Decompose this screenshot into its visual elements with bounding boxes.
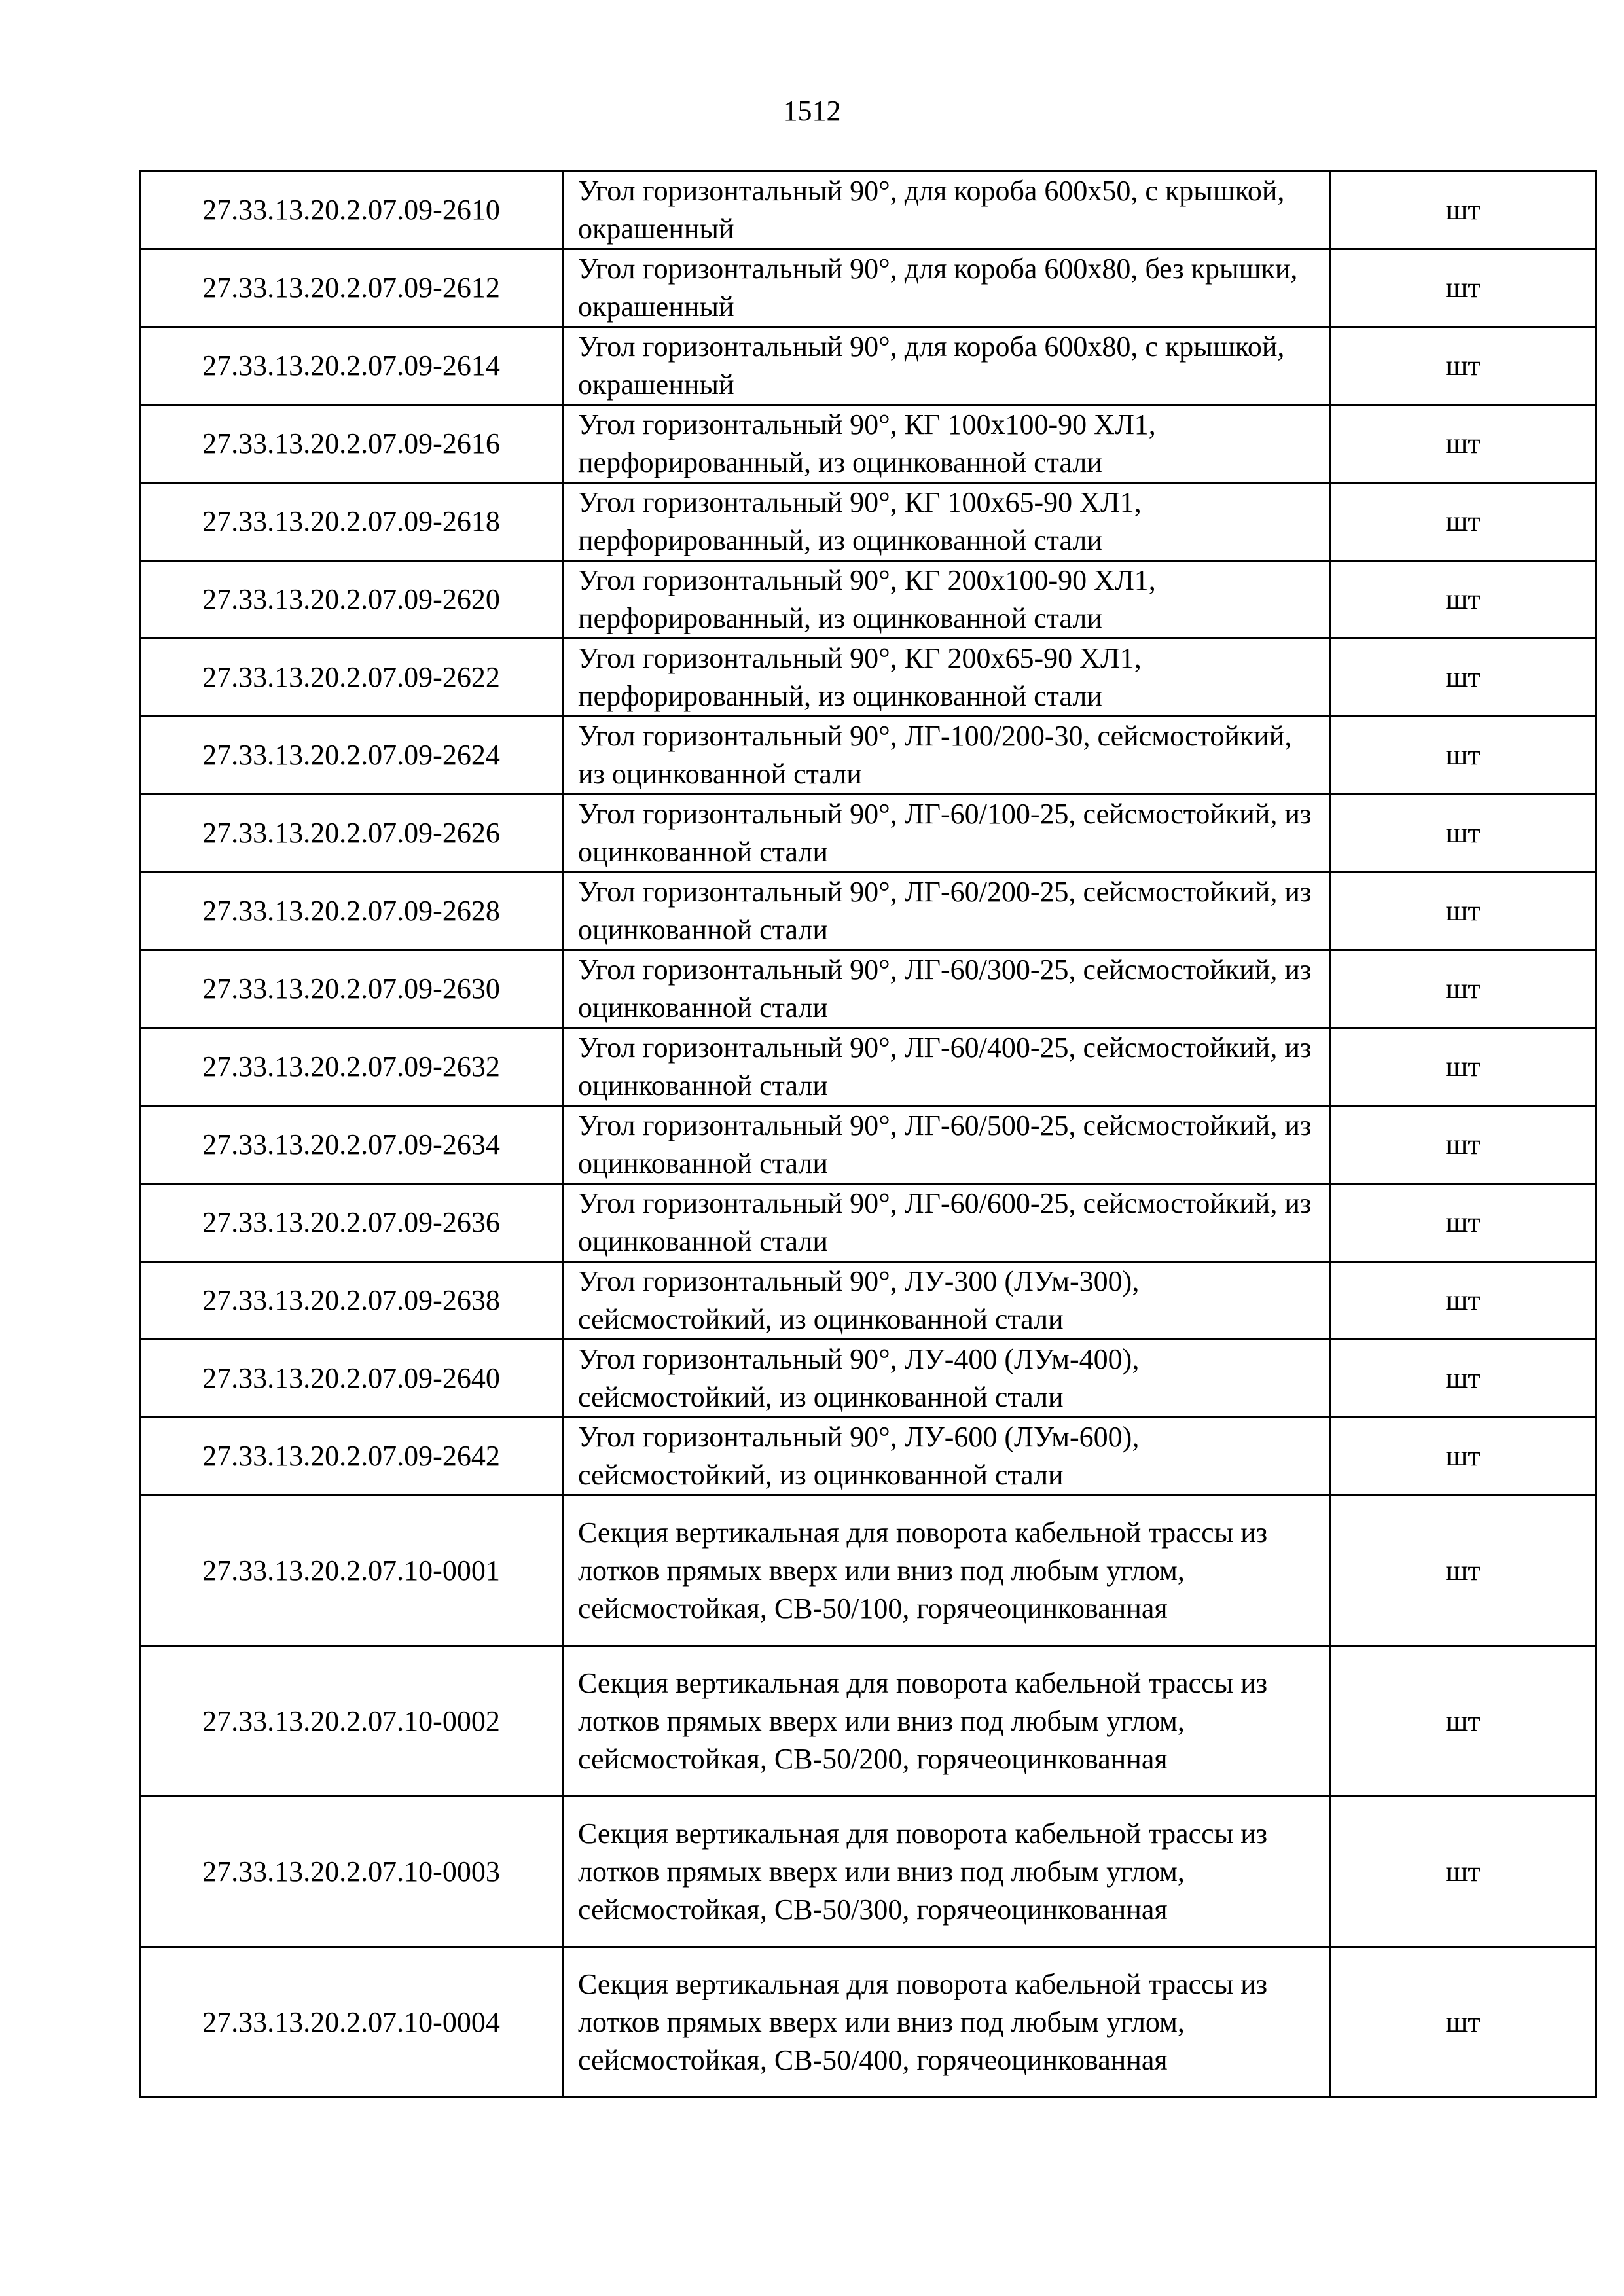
item-code: 27.33.13.20.2.07.09-2626 [140,795,563,872]
item-unit: шт [1331,950,1596,1028]
table-row [140,1028,1596,1106]
item-code: 27.33.13.20.2.07.09-2610 [140,171,563,249]
item-description: Секция вертикальная для поворота кабельной трассы из лотков прямых вверх или вниз под любым углом, сейсмостойкая, СВ-50/100, горячеоцинкованная [563,1496,1331,1646]
item-code: 27.33.13.20.2.07.09-2614 [140,327,563,405]
item-unit: шт [1331,1340,1596,1418]
item-unit: шт [1331,1106,1596,1184]
item-unit: шт [1331,1262,1596,1340]
item-description: Секция вертикальная для поворота кабельной трассы из лотков прямых вверх или вниз под любым углом, сейсмостойкая, СВ-50/400, горячеоцинкованная [563,1947,1331,2098]
item-description: Угол горизонтальный 90°, КГ 200х100-90 ХЛ1, перфорированный, из оцинкованной стали [563,561,1331,639]
table-row [140,1262,1596,1340]
item-description: Угол горизонтальный 90°, ЛГ-60/300-25, сейсмостойкий, из оцинкованной стали [563,950,1331,1028]
table-row [140,561,1596,639]
item-code: 27.33.13.20.2.07.10-0002 [140,1646,563,1797]
item-description: Угол горизонтальный 90°, ЛГ-60/400-25, сейсмостойкий, из оцинкованной стали [563,1028,1331,1106]
item-description: Угол горизонтальный 90°, ЛГ-60/200-25, сейсмостойкий, из оцинкованной стали [563,872,1331,950]
item-code: 27.33.13.20.2.07.09-2632 [140,1028,563,1106]
item-description: Угол горизонтальный 90°, ЛГ-100/200-30, сейсмостойкий, из оцинкованной стали [563,717,1331,795]
page-number: 1512 [783,95,841,127]
item-description: Угол горизонтальный 90°, ЛГ-60/500-25, сейсмостойкий, из оцинкованной стали [563,1106,1331,1184]
table-row [140,872,1596,950]
table-row [140,1646,1596,1797]
table-row [140,1418,1596,1496]
item-unit: шт [1331,483,1596,561]
item-code: 27.33.13.20.2.07.09-2624 [140,717,563,795]
item-description: Угол горизонтальный 90°, ЛУ-300 (ЛУм-300), сейсмостойкий, из оцинкованной стали [563,1262,1331,1340]
table-row [140,1106,1596,1184]
item-description: Угол горизонтальный 90°, для короба 600х80, с крышкой, окрашенный [563,327,1331,405]
table-row [140,1184,1596,1262]
table-row [140,950,1596,1028]
item-code: 27.33.13.20.2.07.09-2612 [140,249,563,327]
table-row [140,405,1596,483]
item-unit: шт [1331,1646,1596,1797]
item-description: Угол горизонтальный 90°, ЛГ-60/600-25, сейсмостойкий, из оцинкованной стали [563,1184,1331,1262]
item-unit: шт [1331,405,1596,483]
item-unit: шт [1331,1947,1596,2098]
table-row [140,717,1596,795]
item-unit: шт [1331,717,1596,795]
item-unit: шт [1331,1797,1596,1947]
item-description: Угол горизонтальный 90°, КГ 100х65-90 ХЛ1, перфорированный, из оцинкованной стали [563,483,1331,561]
item-unit: шт [1331,561,1596,639]
table-row [140,483,1596,561]
item-unit: шт [1331,639,1596,717]
item-unit: шт [1331,1184,1596,1262]
item-code: 27.33.13.20.2.07.09-2638 [140,1262,563,1340]
item-description: Угол горизонтальный 90°, ЛУ-400 (ЛУм-400), сейсмостойкий, из оцинкованной стали [563,1340,1331,1418]
item-unit: шт [1331,872,1596,950]
item-unit: шт [1331,249,1596,327]
table-row [140,795,1596,872]
item-code: 27.33.13.20.2.07.09-2628 [140,872,563,950]
item-code: 27.33.13.20.2.07.09-2642 [140,1418,563,1496]
table-row [140,639,1596,717]
item-code: 27.33.13.20.2.07.09-2634 [140,1106,563,1184]
item-code: 27.33.13.20.2.07.09-2620 [140,561,563,639]
item-description: Секция вертикальная для поворота кабельной трассы из лотков прямых вверх или вниз под любым углом, сейсмостойкая, СВ-50/300, горячеоцинкованная [563,1797,1331,1947]
item-code: 27.33.13.20.2.07.09-2618 [140,483,563,561]
item-unit: шт [1331,1496,1596,1646]
items-table [139,170,1597,2098]
item-code: 27.33.13.20.2.07.09-2616 [140,405,563,483]
item-code: 27.33.13.20.2.07.09-2630 [140,950,563,1028]
item-unit: шт [1331,171,1596,249]
item-unit: шт [1331,1418,1596,1496]
item-description: Секция вертикальная для поворота кабельной трассы из лотков прямых вверх или вниз под любым углом, сейсмостойкая, СВ-50/200, горячеоцинкованная [563,1646,1331,1797]
item-code: 27.33.13.20.2.07.10-0004 [140,1947,563,2098]
table-row [140,171,1596,249]
item-code: 27.33.13.20.2.07.09-2622 [140,639,563,717]
item-description: Угол горизонтальный 90°, ЛУ-600 (ЛУм-600), сейсмостойкий, из оцинкованной стали [563,1418,1331,1496]
item-unit: шт [1331,327,1596,405]
table-row [140,1496,1596,1646]
item-unit: шт [1331,1028,1596,1106]
item-unit: шт [1331,795,1596,872]
table-row [140,1340,1596,1418]
item-description: Угол горизонтальный 90°, КГ 200х65-90 ХЛ1, перфорированный, из оцинкованной стали [563,639,1331,717]
item-description: Угол горизонтальный 90°, ЛГ-60/100-25, сейсмостойкий, из оцинкованной стали [563,795,1331,872]
table-row [140,1797,1596,1947]
table-row [140,1947,1596,2098]
table-row [140,249,1596,327]
item-code: 27.33.13.20.2.07.09-2640 [140,1340,563,1418]
item-description: Угол горизонтальный 90°, КГ 100х100-90 ХЛ1, перфорированный, из оцинкованной стали [563,405,1331,483]
table-row [140,327,1596,405]
item-code: 27.33.13.20.2.07.10-0001 [140,1496,563,1646]
item-code: 27.33.13.20.2.07.10-0003 [140,1797,563,1947]
item-description: Угол горизонтальный 90°, для короба 600х50, с крышкой, окрашенный [563,171,1331,249]
item-description: Угол горизонтальный 90°, для короба 600х80, без крышки, окрашенный [563,249,1331,327]
items-table-body [140,171,1596,2098]
item-code: 27.33.13.20.2.07.09-2636 [140,1184,563,1262]
